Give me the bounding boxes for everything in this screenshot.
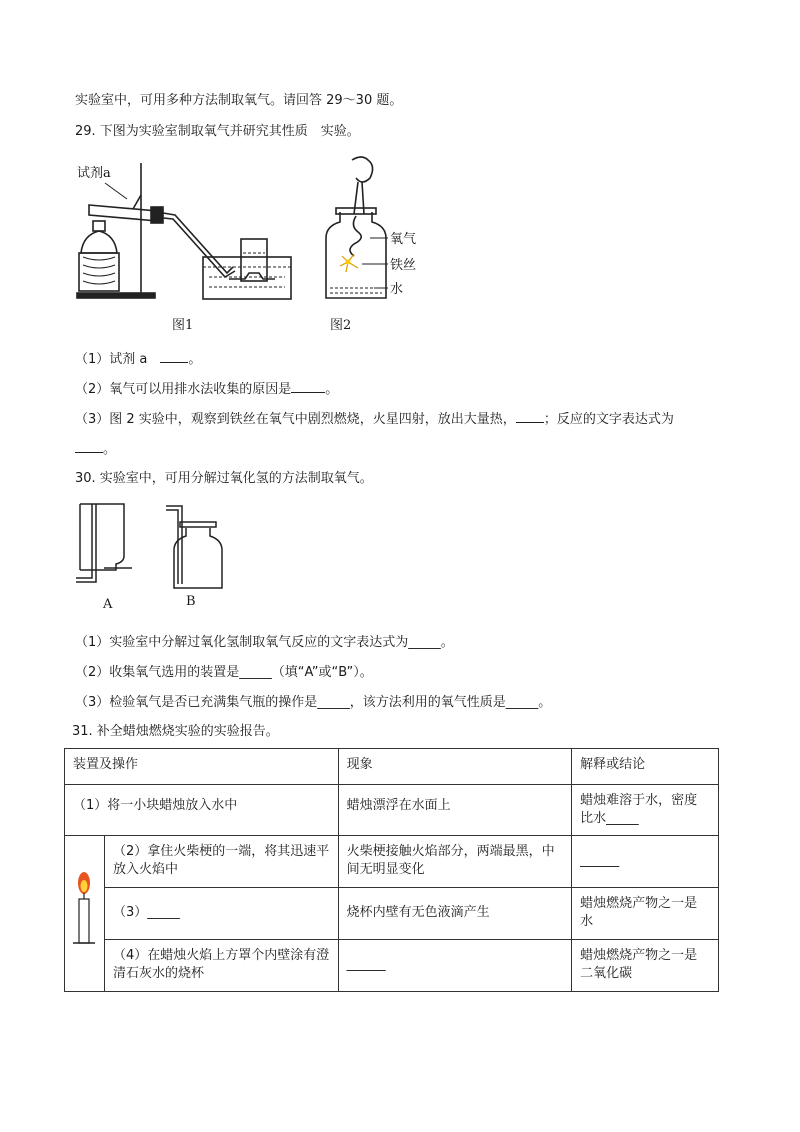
q30-title: 30. 实验室中，可用分解过氧化氢的方法制取氧气。 xyxy=(75,471,373,486)
q31-title: 31. 补全蜡烛燃烧实验的实验报告。 xyxy=(72,724,279,739)
candle-illustration xyxy=(65,871,104,957)
q30-sub1: （1）实验室中分解过氧化氢制取氧气反应的文字表达式为_____。 xyxy=(75,635,454,650)
row4-phenomenon: ______ xyxy=(346,957,386,972)
table-header-row xyxy=(65,749,719,785)
fig1-reagent-label: 试剂a xyxy=(77,166,111,181)
q30-sub3: （3）检验氧气是否已充满集气瓶的操作是_____，该方法利用的氧气性质是_____。 xyxy=(75,695,552,710)
fig2-wire-label: 铁丝 xyxy=(390,258,417,273)
experiment-report-table xyxy=(64,748,719,992)
row1-phenomenon: 蜡烛漂浮在水面上 xyxy=(346,798,451,813)
header-conclusion: 解释或结论 xyxy=(580,757,646,772)
fig2-oxygen-label: 氧气 xyxy=(390,232,417,247)
row2-phenomenon: 火柴梗接触火焰部分，两端最黑，中间无明显变化 xyxy=(346,844,555,877)
answer-blank[interactable] xyxy=(516,410,544,423)
fig2-water-label: 水 xyxy=(390,282,404,297)
q29-sub1: （1）试剂 a 。 xyxy=(75,352,202,367)
answer-blank[interactable] xyxy=(291,380,325,393)
row2-operation: （2）拿住火柴梗的一端，将其迅速平放入火焰中 xyxy=(112,844,330,877)
fig1-caption: 图1 xyxy=(172,318,194,333)
q29-title: 29. 下图为实验室制取氧气并研究其性质 实验。 xyxy=(75,124,360,139)
table-row xyxy=(65,836,719,888)
q29-sub3-cont: 。 xyxy=(75,440,116,459)
fig-a-label: A xyxy=(103,597,113,612)
row3-conclusion: 蜡烛燃烧产物之一是水 xyxy=(580,896,698,929)
header-operation: 装置及操作 xyxy=(73,757,139,772)
q29-sub3: （3）图 2 实验中，观察到铁丝在氧气中剧烈燃烧，火星四射，放出大量热， ；反应的文字表达式为 xyxy=(75,412,674,427)
row3-phenomenon: 烧杯内壁有无色液滴产生 xyxy=(346,905,490,920)
figure-1-apparatus xyxy=(75,155,300,305)
row3-operation: （3）_____ xyxy=(112,905,180,920)
answer-blank[interactable] xyxy=(75,440,103,453)
header-phenomenon: 现象 xyxy=(346,757,373,772)
table-row xyxy=(65,940,719,992)
figure-2-iron-combustion xyxy=(318,152,428,302)
q29-sub2: （2）氧气可以用排水法收集的原因是 。 xyxy=(75,382,339,397)
fig-b-label: B xyxy=(186,594,196,609)
table-row xyxy=(65,785,719,836)
row4-conclusion: 蜡烛燃烧产物之一是二氧化碳 xyxy=(580,948,698,981)
row1-operation: （1）将一小块蜡烛放入水中 xyxy=(73,798,238,813)
answer-blank[interactable] xyxy=(160,350,188,363)
fig2-caption: 图2 xyxy=(330,318,352,333)
row2-conclusion: ______ xyxy=(580,853,620,868)
row1-conclusion: 蜡烛难溶于水，密度比水_____ xyxy=(580,793,698,826)
intro-text: 实验室中，可用多种方法制取氧气。请回答 29～30 题。 xyxy=(75,93,403,108)
figure-apparatus-b xyxy=(166,500,230,592)
table-row xyxy=(65,888,719,940)
row4-operation: （4）在蜡烛火焰上方罩个内壁涂有澄清石灰水的烧杯 xyxy=(112,948,330,981)
figure-apparatus-a xyxy=(74,500,134,592)
q30-sub2: （2）收集氧气选用的装置是_____（填“A”或“B”）。 xyxy=(75,665,373,680)
